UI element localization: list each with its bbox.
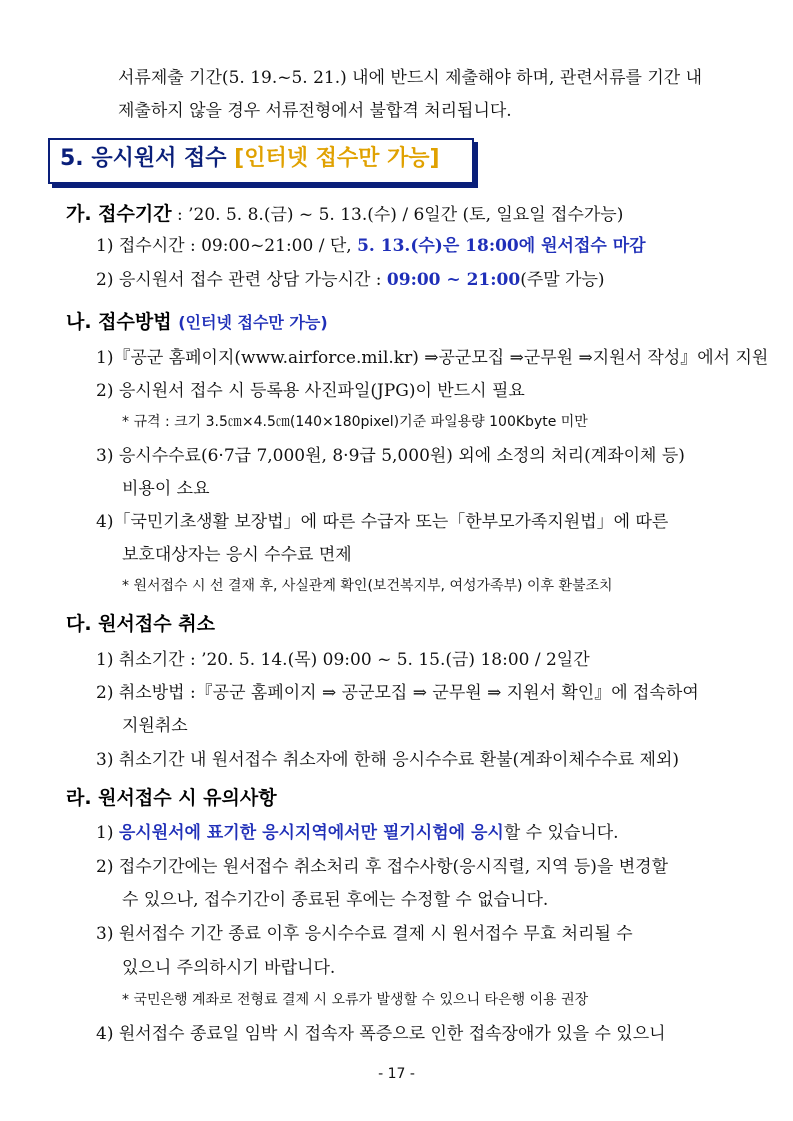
na-item-4-line-2: 보호대상자는 응시 수수료 면제: [122, 545, 352, 565]
ga-item-2-text: 2) 응시원서 접수 관련 상담 가능시간 :: [96, 270, 387, 290]
ra-item-2-line-2: 수 있으나, 접수기간이 종료된 후에는 수정할 수 없습니다.: [122, 890, 549, 910]
na-heading-line: [66, 308, 328, 337]
ga-heading: 가. 접수기간: [66, 203, 172, 225]
da-item-2-line-2: 지원취소: [122, 716, 188, 736]
ga-item-2: [96, 268, 605, 292]
na-item-3-line-1: 3) 응시수수료(6·7급 7,000원, 8·9급 5,000원) 외에 소정의 처리(계좌이체 등): [96, 446, 685, 466]
na-item-4-line-1: 4)「국민기초생활 보장법」에 따른 수급자 또는「한부모가족지원법」에 따른: [96, 512, 669, 532]
page-number: - 17 -: [378, 1066, 415, 1082]
ra-item-3-line-2: 있으니 주의하시기 바랍니다.: [122, 958, 336, 978]
ga-item-1: [96, 234, 646, 258]
ra-note-3: * 국민은행 계좌로 전형료 결제 시 오류가 발생할 수 있으니 타은행 이용 권장: [122, 992, 589, 1008]
da-item-2-line-1: 2) 취소방법 :『공군 홈페이지 ⇒ 공군모집 ⇒ 군무원 ⇒ 지원서 확인』에 접속하여: [96, 683, 699, 703]
intro-line-2: 제출하지 않을 경우 서류전형에서 불합격 처리됩니다.: [118, 101, 512, 121]
na-heading: 나. 접수방법: [66, 311, 172, 333]
ra-item-1: [96, 821, 619, 845]
ga-period: : ’20. 5. 8.(금) ~ 5. 13.(수) / 6일간 (토, 일요일 접수가능): [171, 205, 624, 225]
ra-item-4: 4) 원서접수 종료일 임박 시 접속자 폭증으로 인한 접속장애가 있을 수 있으니: [96, 1024, 666, 1044]
ga-line: [66, 200, 623, 228]
na-item-2: 2) 응시원서 접수 시 등록용 사진파일(JPG)이 반드시 필요: [96, 381, 525, 401]
na-note-4: * 원서접수 시 선 결재 후, 사실관계 확인(보건복지부, 여성가족부) 이후 환불조치: [122, 578, 613, 594]
da-heading: 다. 원서접수 취소: [66, 613, 215, 635]
ra-heading: 라. 원서접수 시 유의사항: [66, 787, 277, 809]
ga-item-1-text: 1) 접수시간 : 09:00~21:00 / 단,: [96, 236, 358, 256]
da-item-3: 3) 취소기간 내 원서접수 취소자에 한해 응시수수료 환불(계좌이체수수료 제외): [96, 750, 680, 770]
ra-item-2-line-1: 2) 접수기간에는 원서접수 취소처리 후 접수사항(응시직렬, 지역 등)을 변경할: [96, 857, 669, 877]
na-item-1: 1)『공군 홈페이지(www.airforce.mil.kr) ⇒공군모집 ⇒군무원 ⇒지원서 작성』에서 지원: [96, 348, 769, 368]
ra-item-1-num: 1): [96, 823, 119, 843]
na-item-3-line-2: 비용이 소요: [122, 479, 210, 499]
intro-line-1: 서류제출 기간(5. 19.~5. 21.) 내에 반드시 제출해야 하며, 관련서류를 기간 내: [118, 68, 703, 88]
section-title-text: 5. 응시원서 접수: [60, 146, 227, 171]
na-note-2: * 규격 : 크기 3.5㎝×4.5㎝(140×180pixel)기준 파일용량 100Kbyte 미만: [122, 414, 588, 430]
ga-item-2-highlight: 09:00 ~ 21:00: [386, 270, 521, 290]
ga-item-1-highlight: 5. 13.(수)은 18:00에 원서접수 마감: [357, 236, 646, 256]
ga-item-2-suffix: (주말 가능): [520, 270, 605, 290]
da-item-1: 1) 취소기간 : ’20. 5. 14.(목) 09:00 ~ 5. 15.(금) 18:00 / 2일간: [96, 650, 590, 670]
ra-item-3-line-1: 3) 원서접수 기간 종료 이후 응시수수료 결제 시 원서접수 무효 처리될 수: [96, 924, 633, 944]
section-title: [60, 144, 440, 174]
ra-item-1-suffix: 할 수 있습니다.: [503, 823, 619, 843]
na-sub: (인터넷 접수만 가능): [178, 313, 328, 332]
ra-item-1-highlight: 응시원서에 표기한 응시지역에서만 필기시험에 응시: [118, 823, 504, 843]
section-subtitle: [인터넷 접수만 가능]: [234, 146, 440, 171]
